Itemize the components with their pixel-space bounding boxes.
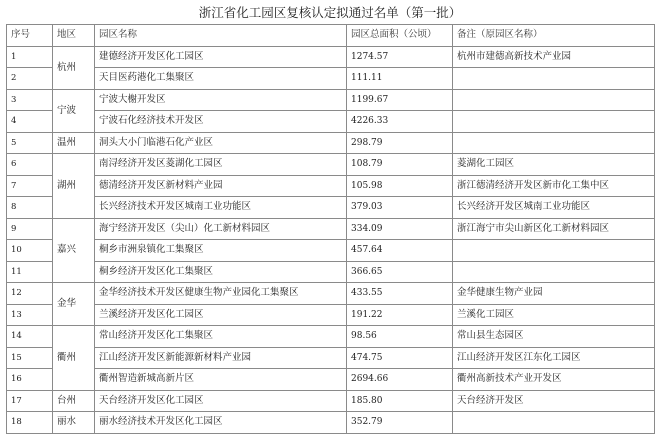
row-park-name: 兰溪经济开发区化工园区 <box>95 304 347 326</box>
row-area: 98.56 <box>347 326 453 348</box>
row-park-name: 天目医药港化工集聚区 <box>95 68 347 90</box>
row-area: 111.11 <box>347 68 453 90</box>
row-area: 457.64 <box>347 240 453 262</box>
table-row <box>7 132 655 154</box>
row-park-name: 桐乡经济开发区化工集聚区 <box>95 261 347 283</box>
row-seq: 5 <box>7 132 53 154</box>
row-seq: 12 <box>7 283 53 305</box>
table-row <box>7 218 655 240</box>
row-seq: 11 <box>7 261 53 283</box>
row-park-name: 南浔经济开发区菱湖化工园区 <box>95 154 347 176</box>
row-area: 366.65 <box>347 261 453 283</box>
table-row <box>7 304 655 326</box>
row-area: 1274.57 <box>347 46 453 68</box>
table-row <box>7 46 655 68</box>
row-area: 2694.66 <box>347 369 453 391</box>
row-region: 金华 <box>53 283 95 326</box>
row-seq: 17 <box>7 390 53 412</box>
row-note: 杭州市建德高新技术产业园 <box>453 46 655 68</box>
row-region: 台州 <box>53 390 95 412</box>
document-title: 浙江省化工园区复核认定拟通过名单（第一批） <box>198 5 462 20</box>
row-region: 丽水 <box>53 412 95 434</box>
table-row <box>7 89 655 111</box>
table-row <box>7 175 655 197</box>
row-note: 浙江海宁市尖山新区化工新材料园区 <box>453 218 655 240</box>
table-row <box>7 412 655 434</box>
row-area: 105.98 <box>347 175 453 197</box>
row-park-name: 桐乡市洲泉镇化工集聚区 <box>95 240 347 262</box>
row-area: 4226.33 <box>347 111 453 133</box>
row-note: 江山经济开发区江东化工园区 <box>453 347 655 369</box>
header-region: 地区 <box>53 25 95 47</box>
table-row <box>7 347 655 369</box>
table-row <box>7 326 655 348</box>
row-park-name: 江山经济开发区新能源新材料产业园 <box>95 347 347 369</box>
row-area: 191.22 <box>347 304 453 326</box>
table-row <box>7 240 655 262</box>
row-seq: 14 <box>7 326 53 348</box>
row-note <box>453 89 655 111</box>
row-seq: 7 <box>7 175 53 197</box>
row-seq: 6 <box>7 154 53 176</box>
row-note: 兰溪化工园区 <box>453 304 655 326</box>
table-row <box>7 68 655 90</box>
row-note <box>453 111 655 133</box>
row-note: 长兴经济开发区城南工业功能区 <box>453 197 655 219</box>
row-note <box>453 261 655 283</box>
row-park-name: 建德经济开发区化工园区 <box>95 46 347 68</box>
row-park-name: 德清经济开发区新材料产业园 <box>95 175 347 197</box>
row-region: 嘉兴 <box>53 218 95 283</box>
header-area: 园区总面积（公顷） <box>347 25 453 47</box>
row-note <box>453 240 655 262</box>
row-seq: 18 <box>7 412 53 434</box>
table-row <box>7 197 655 219</box>
row-park-name: 海宁经济开发区（尖山）化工新材料园区 <box>95 218 347 240</box>
row-park-name: 宁波石化经济技术开发区 <box>95 111 347 133</box>
row-note <box>453 412 655 434</box>
row-region: 宁波 <box>53 89 95 132</box>
row-seq: 16 <box>7 369 53 391</box>
row-note: 衢州高新技术产业开发区 <box>453 369 655 391</box>
row-seq: 3 <box>7 89 53 111</box>
row-park-name: 长兴经济技术开发区城南工业功能区 <box>95 197 347 219</box>
row-seq: 9 <box>7 218 53 240</box>
table-row <box>7 369 655 391</box>
row-note: 金华健康生物产业园 <box>453 283 655 305</box>
row-seq: 2 <box>7 68 53 90</box>
row-region: 温州 <box>53 132 95 154</box>
row-note: 菱湖化工园区 <box>453 154 655 176</box>
row-area: 334.09 <box>347 218 453 240</box>
row-park-name: 常山经济开发区化工集聚区 <box>95 326 347 348</box>
row-seq: 8 <box>7 197 53 219</box>
table-row <box>7 111 655 133</box>
row-park-name: 洞头大小门临港石化产业区 <box>95 132 347 154</box>
row-seq: 15 <box>7 347 53 369</box>
row-park-name: 天台经济开发区化工园区 <box>95 390 347 412</box>
row-area: 185.80 <box>347 390 453 412</box>
row-region: 杭州 <box>53 46 95 89</box>
park-list-table <box>6 24 655 434</box>
table-row <box>7 154 655 176</box>
row-note: 天台经济开发区 <box>453 390 655 412</box>
row-note <box>453 132 655 154</box>
row-park-name: 宁波大榭开发区 <box>95 89 347 111</box>
row-area: 352.79 <box>347 412 453 434</box>
row-note: 常山县生态园区 <box>453 326 655 348</box>
row-area: 1199.67 <box>347 89 453 111</box>
row-region: 湖州 <box>53 154 95 219</box>
row-area: 108.79 <box>347 154 453 176</box>
row-area: 379.03 <box>347 197 453 219</box>
row-region: 衢州 <box>53 326 95 391</box>
table-row <box>7 261 655 283</box>
row-area: 474.75 <box>347 347 453 369</box>
header-note: 备注（原园区名称） <box>453 25 655 47</box>
row-area: 433.55 <box>347 283 453 305</box>
row-note: 浙江德清经济开发区新市化工集中区 <box>453 175 655 197</box>
row-park-name: 衢州智造新城高新片区 <box>95 369 347 391</box>
row-seq: 10 <box>7 240 53 262</box>
row-seq: 4 <box>7 111 53 133</box>
row-note <box>453 68 655 90</box>
table-header-row <box>7 25 655 47</box>
row-seq: 13 <box>7 304 53 326</box>
row-seq: 1 <box>7 46 53 68</box>
header-name: 园区名称 <box>95 25 347 47</box>
row-park-name: 金华经济技术开发区健康生物产业园化工集聚区 <box>95 283 347 305</box>
row-park-name: 丽水经济技术开发区化工园区 <box>95 412 347 434</box>
table-row <box>7 390 655 412</box>
row-area: 298.79 <box>347 132 453 154</box>
table-body <box>7 46 655 433</box>
header-seq: 序号 <box>7 25 53 47</box>
table-row <box>7 283 655 305</box>
